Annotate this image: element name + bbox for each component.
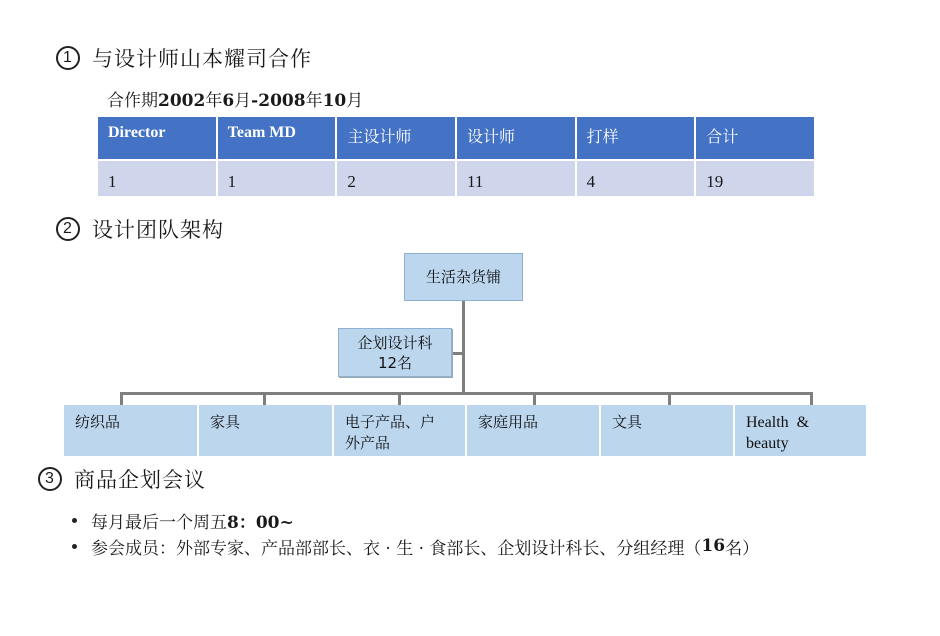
org-root-label: 生活杂货铺 — [425, 268, 501, 286]
bullet-icon — [72, 544, 77, 549]
team-table — [96, 115, 816, 198]
planning-design-label: 企划设计科 — [357, 333, 433, 352]
table-cell: 19 — [695, 160, 815, 197]
planning-design-box — [338, 328, 452, 377]
dept-health-beauty: Health & beauty — [733, 405, 866, 456]
table-cell: 2 — [336, 160, 456, 197]
table-header-cell: 设计师 — [456, 116, 576, 160]
circled-number-2: 2 — [56, 217, 80, 241]
table-header-cell: Team MD — [217, 116, 337, 160]
table-cell: 1 — [217, 160, 337, 197]
horizontal-bus-line — [120, 392, 812, 395]
dept-stationery: 文具 — [599, 405, 733, 456]
drop-line — [668, 392, 671, 406]
section-title-3: 商品企划会议 — [74, 468, 206, 492]
dept-textiles: 纺织品 — [62, 405, 197, 456]
drop-line — [398, 392, 401, 406]
branch-line-planning — [452, 352, 464, 355]
drop-line — [263, 392, 266, 406]
dept-household: 家庭用品 — [465, 405, 599, 456]
dept-furniture: 家具 — [197, 405, 332, 456]
table-header-cell: Director — [97, 116, 217, 160]
drop-line — [533, 392, 536, 406]
table-header-cell: 打样 — [576, 116, 696, 160]
drop-line — [810, 392, 813, 406]
table-header-cell: 合计 — [695, 116, 815, 160]
circled-number-1: 1 — [56, 46, 80, 70]
cooperation-period: 合作期2002年6月-2008年10月 — [107, 91, 364, 111]
table-cell: 4 — [576, 160, 696, 197]
dept-electronics-outdoor: 电子产品、户 外产品 — [332, 405, 465, 456]
planning-design-count: 12名 — [377, 353, 413, 372]
meeting-details-list — [72, 507, 759, 559]
table-header-cell: 主设计师 — [336, 116, 456, 160]
drop-line — [120, 392, 123, 406]
trunk-line — [462, 301, 465, 393]
list-item: 每月最后一个周五 8：00~ — [72, 507, 759, 533]
section-title-1: 与设计师山本耀司合作 — [92, 47, 312, 71]
section-heading-3 — [38, 464, 206, 494]
org-root-box — [404, 253, 523, 301]
table-cell: 1 — [97, 160, 217, 197]
bullet-icon — [72, 518, 77, 523]
section-heading-2 — [56, 214, 224, 244]
circled-number-3: 3 — [38, 467, 62, 491]
table-cell: 11 — [456, 160, 576, 197]
table-row — [97, 160, 815, 197]
section-title-2: 设计团队架构 — [92, 218, 224, 242]
list-item: 参会成员：外部专家、产品部部长、衣 · 生 · 食部长、企划设计科长、分组经理（ 16 名） — [72, 533, 759, 559]
section-heading-1 — [56, 43, 312, 73]
table-header-row — [97, 116, 815, 160]
